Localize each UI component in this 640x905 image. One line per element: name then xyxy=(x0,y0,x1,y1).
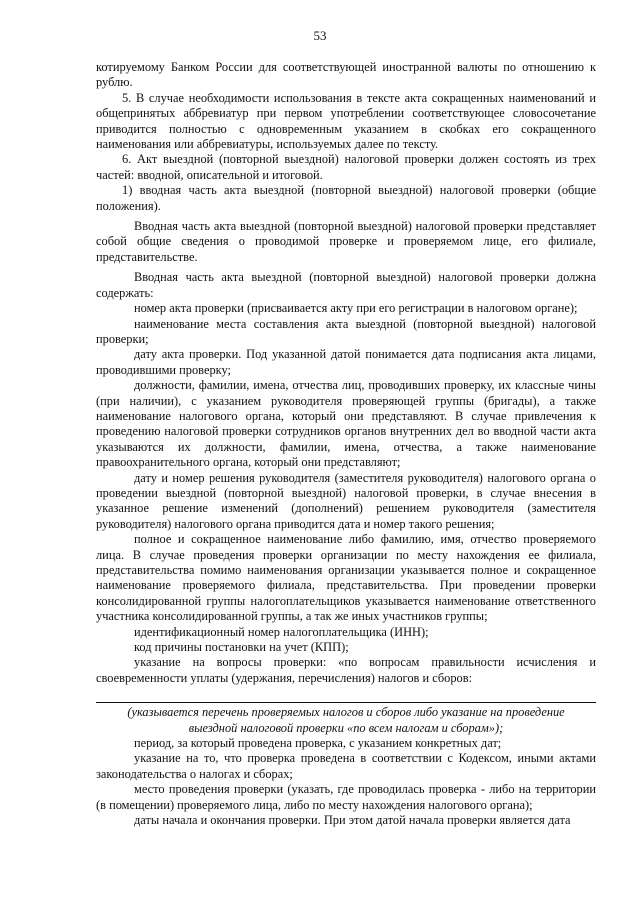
paragraph: 1) вводная часть акта выездной (повторной выездной) налоговой проверки (общие положения). xyxy=(96,183,596,213)
list-item: должности, фамилии, имена, отчества лиц, проводивших проверку, их классные чины (при наличии), с указанием руководителя проверяющей группы (бригады), а также наименование налогового органа, который они представляют. В случае привлечения к проведению налоговой проверки сотрудников органов внутренних дел во вводной части акта указываются их должности, фамилии, имена, отчества, а также наименование правоохранительного органа, который они представляют; xyxy=(96,378,596,470)
page-number: 53 xyxy=(313,28,327,43)
list-item: указание на вопросы проверки: «по вопросам правильности исчисления и своевременности уплаты (удержания, перечисления) налогов и сборов: xyxy=(96,655,596,685)
list-item: полное и сокращенное наименование либо фамилию, имя, отчество проверяемого лица. В случае проведения проверки организации по месту нахождения ее филиала, представительства помимо наименования организации указывается полное и сокращенное наименование проверяемого филиала, представительства. При проведении проверки консолидированной группы налогоплательщиков указывается наименование ответственного участника консолидированной группы, а так же иных участников группы; xyxy=(96,532,596,624)
document-body xyxy=(96,60,596,829)
list-item: номер акта проверки (присваивается акту при его регистрации в налоговом органе); xyxy=(134,301,578,316)
list-item: период, за который проведена проверка, с указанием конкретных дат; xyxy=(134,736,502,751)
list-item: наименование места составления акта выездной (повторной выездной) налоговой проверки; xyxy=(96,316,596,346)
paragraph: Вводная часть акта выездной (повторной выездной) налоговой проверки должна содержать: xyxy=(96,270,596,300)
paragraph: Вводная часть акта выездной (повторной выездной) налоговой проверки представляет собой общие сведения о проводимой проверке и проверяемом лице, его филиале, представительстве. xyxy=(96,219,596,264)
list-item: указание на то, что проверка проведена в соответствии с Кодексом, иными актами законодательства о налогах и сборах; xyxy=(96,751,596,781)
paragraph: 5. В случае необходимости использования в тексте акта сокращенных наименований и общепринятых аббревиатур при первом употреблении соответствующее словосочетание приводится полностью с одновременным указанием в скобках его сокращенного наименования или аббревиатуры, используемых далее по тексту. xyxy=(96,90,596,152)
list-item: место проведения проверки (указать, где проводилась проверка - либо на территории (в помещении) проверяемого лица, либо по месту нахождения налогового органа); xyxy=(96,782,596,812)
italic-note: (указывается перечень проверяемых налогов и сборов либо указание на проведение выездной налоговой проверки «по всем налогам и сборам»); xyxy=(127,705,565,735)
list-item: даты начала и окончания проверки. При этом датой начала проверки является дата xyxy=(134,813,571,828)
fill-in-line xyxy=(96,688,596,703)
list-item: код причины постановки на учет (КПП); xyxy=(134,640,349,655)
list-item: дату и номер решения руководителя (заместителя руководителя) налогового органа о проведении выездной (повторной выездной) налоговой проверки, в случае внесения в указанное решение изменений (дополнений) решением руководителя (заместителя руководителя) налогового органа приводится дата и номер такого решения; xyxy=(96,470,596,531)
paragraph: котируемому Банком России для соответствующей иностранной валюты по отношению к рублю. xyxy=(96,60,596,90)
paragraph: 6. Акт выездной (повторной выездной) налоговой проверки должен состоять из трех частей: вводной, описательной и итоговой. xyxy=(96,152,596,182)
list-item: идентификационный номер налогоплательщика (ИНН); xyxy=(134,624,429,639)
list-item: дату акта проверки. Под указанной датой понимается дата подписания акта лицами, проводившими проверку; xyxy=(96,347,596,377)
